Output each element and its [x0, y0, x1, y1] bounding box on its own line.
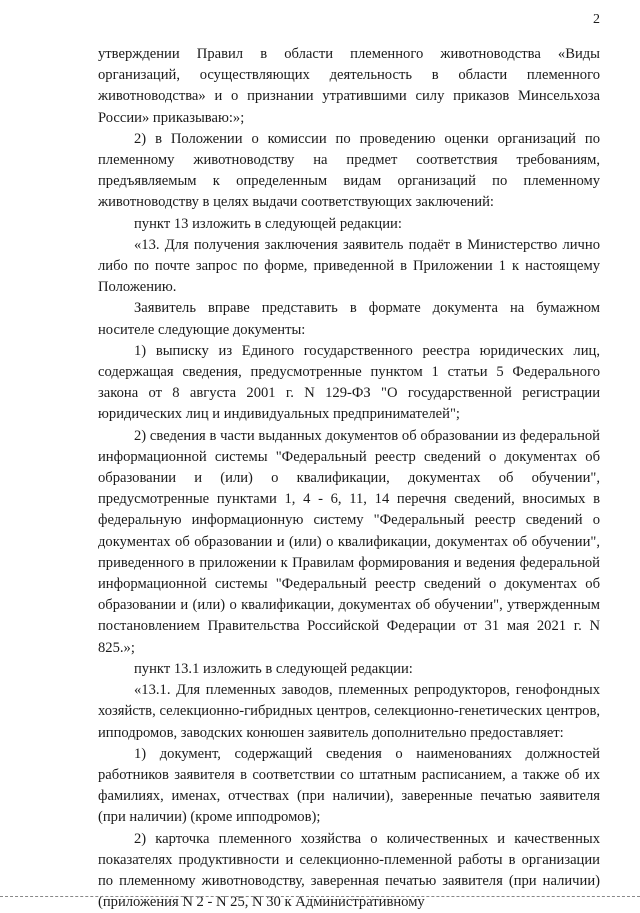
paragraph: «13. Для получения заключения заявитель подаёт в Министерство лично либо по почте запрос по форме, приведенной в Приложении 1 к настоящему Положению.	[98, 236, 600, 296]
paragraph: 1) документ, содержащий сведения о наименованиях должностей работников заявителя в соответствии со штатным расписанием, а также об их фамилиях, именах, отчествах (при наличии), заверенные печатью заявителя (при наличии) (кроме ипподромов);	[98, 745, 600, 826]
paragraph: утверждении Правил в области племенного животноводства «Виды организаций, осуществляющих деятельность в области племенного животноводства» и о признании утратившими силу приказов Минсельхоза России» приказываю:»;	[98, 46, 600, 126]
paragraph: пункт 13 изложить в следующей редакции:	[134, 215, 402, 232]
paragraph: 2) карточка племенного хозяйства о количественных и качественных показателях продуктивности и селекционно-племенной работы в организации по племенному животноводству, заверенная печатью заявителя (при наличии) (приложения N 2 - N 25, N 30 к Административному	[98, 830, 600, 911]
document-body	[98, 44, 600, 913]
page-edge-divider	[0, 896, 640, 897]
paragraph: 1) выписку из Единого государственного реестра юридических лиц, содержащая сведения, предусмотренные пунктом 1 статьи 5 Федерального закона от 8 августа 2001 г. N 129-ФЗ "О государственной регистрации юридических лиц и индивидуальных предпринимателей";	[98, 342, 600, 423]
paragraph: Заявитель вправе представить в формате документа на бумажном носителе следующие документы:	[98, 300, 600, 338]
paragraph: 2) в Положении о комиссии по проведению оценки организаций по племенному животноводству на предмет соответствия требованиям, предъявляемым к определенным видам организаций по племенному животноводству в целях выдачи соответствующих заключений:	[98, 130, 600, 211]
paragraph: пункт 13.1 изложить в следующей редакции:	[134, 660, 413, 677]
page-number: 2	[593, 12, 600, 27]
paragraph: «13.1. Для племенных заводов, племенных репродукторов, генофондных хозяйств, селекционно-гибридных центров, селекционно-генетических центров, ипподромов, заводских конюшен заявитель дополнительно предоставляет:	[98, 682, 600, 741]
paragraph: 2) сведения в части выданных документов об образовании из федеральной информационной системы "Федеральный реестр сведений о документах об образовании и (или) о квалификации, документах об обучении", предусмотренные пунктами 1, 4 - 6, 11, 14 перечня сведений, вносимых в федеральную информационную систему "Федеральный реестр сведений о документах об образовании и (или) о квалификации, документах об обучении", приведенного в приложении к Правилам формирования и ведения федеральной информационной системы "Федеральный реестр сведений о документах об образовании и (или) о квалификации, документах об обучении", утвержденным постановлением Правительства Российской Федерации от 31 мая 2021 г. N 825.»;	[98, 427, 600, 656]
